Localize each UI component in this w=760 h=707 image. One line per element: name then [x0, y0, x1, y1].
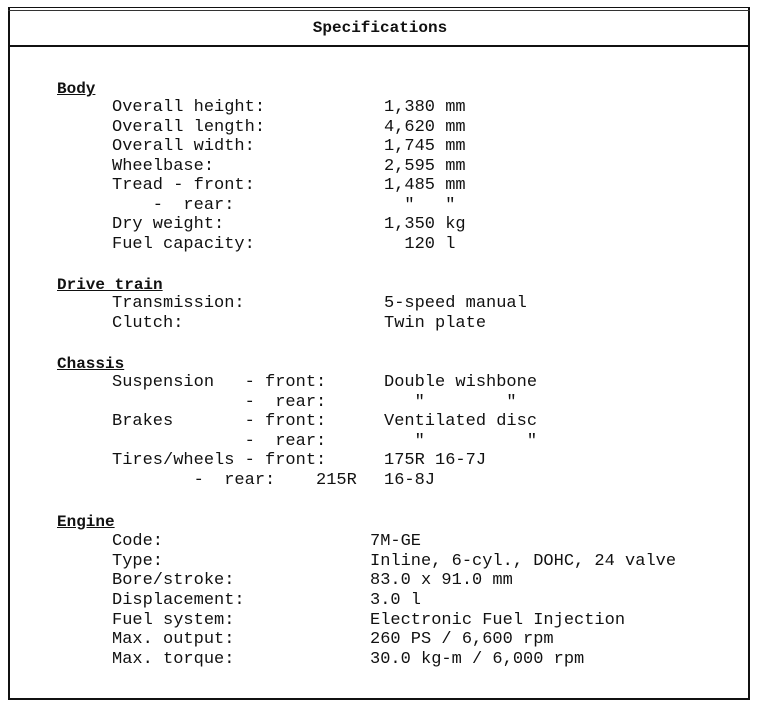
section-title-chassis: Chassis	[57, 355, 125, 373]
spec-value: 4,620 mm	[384, 118, 466, 137]
spec-value: Inline, 6-cyl., DOHC, 24 valve	[370, 552, 677, 571]
spec-label: Code:	[112, 532, 164, 551]
spec-label: Overall width:	[112, 137, 255, 156]
spec-label: Fuel capacity:	[112, 235, 255, 254]
spec-label: Max. torque:	[112, 650, 235, 669]
spec-value: Twin plate	[384, 314, 487, 333]
spec-label: Tread - front:	[112, 176, 255, 195]
spec-label: - rear:	[112, 432, 327, 451]
spec-label: - rear:	[112, 196, 235, 215]
spec-label: Displacement:	[112, 591, 245, 610]
section-title-drive-train: Drive train	[57, 276, 163, 294]
spec-label: Dry weight:	[112, 215, 225, 234]
page-title: Specifications	[312, 19, 448, 37]
spec-label: - rear:	[112, 393, 327, 412]
spec-value: 1,380 mm	[384, 98, 466, 117]
spec-value: Electronic Fuel Injection	[370, 611, 626, 630]
spec-value: 83.0 x 91.0 mm	[370, 571, 513, 590]
spec-label: Type:	[112, 552, 164, 571]
spec-value: 16-8J	[384, 471, 436, 490]
section-title-body: Body	[57, 80, 96, 98]
spec-value: 120 l	[384, 235, 456, 254]
spec-value: 2,595 mm	[384, 157, 466, 176]
spec-value: 1,745 mm	[384, 137, 466, 156]
spec-label: Suspension - front:	[112, 373, 327, 392]
section-title-engine: Engine	[57, 513, 115, 531]
spec-value: 7M-GE	[370, 532, 422, 551]
spec-label: Overall length:	[112, 118, 266, 137]
spec-value: 5-speed manual	[384, 294, 527, 313]
spec-label: Overall height:	[112, 98, 266, 117]
spec-label: Bore/stroke:	[112, 571, 235, 590]
spec-label: Transmission:	[112, 294, 245, 313]
spec-value: 175R 16-7J	[384, 451, 487, 470]
spec-label: Wheelbase:	[112, 157, 215, 176]
spec-label: Tires/wheels - front:	[112, 451, 327, 470]
spec-label: Fuel system:	[112, 611, 235, 630]
spec-label: - rear: 215R	[112, 471, 357, 490]
spec-value: Ventilated disc	[384, 412, 538, 431]
spec-value: " "	[384, 393, 517, 412]
spec-value: 260 PS / 6,600 rpm	[370, 630, 554, 649]
spec-value: " "	[384, 432, 538, 451]
spec-value: 1,350 kg	[384, 215, 466, 234]
spec-value: Double wishbone	[384, 373, 538, 392]
spec-value: " "	[384, 196, 456, 215]
spec-value: 1,485 mm	[384, 176, 466, 195]
spec-label: Clutch:	[112, 314, 184, 333]
spec-value: 30.0 kg-m / 6,000 rpm	[370, 650, 585, 669]
spec-label: Brakes - front:	[112, 412, 327, 431]
spec-value: 3.0 l	[370, 591, 422, 610]
spec-label: Max. output:	[112, 630, 235, 649]
